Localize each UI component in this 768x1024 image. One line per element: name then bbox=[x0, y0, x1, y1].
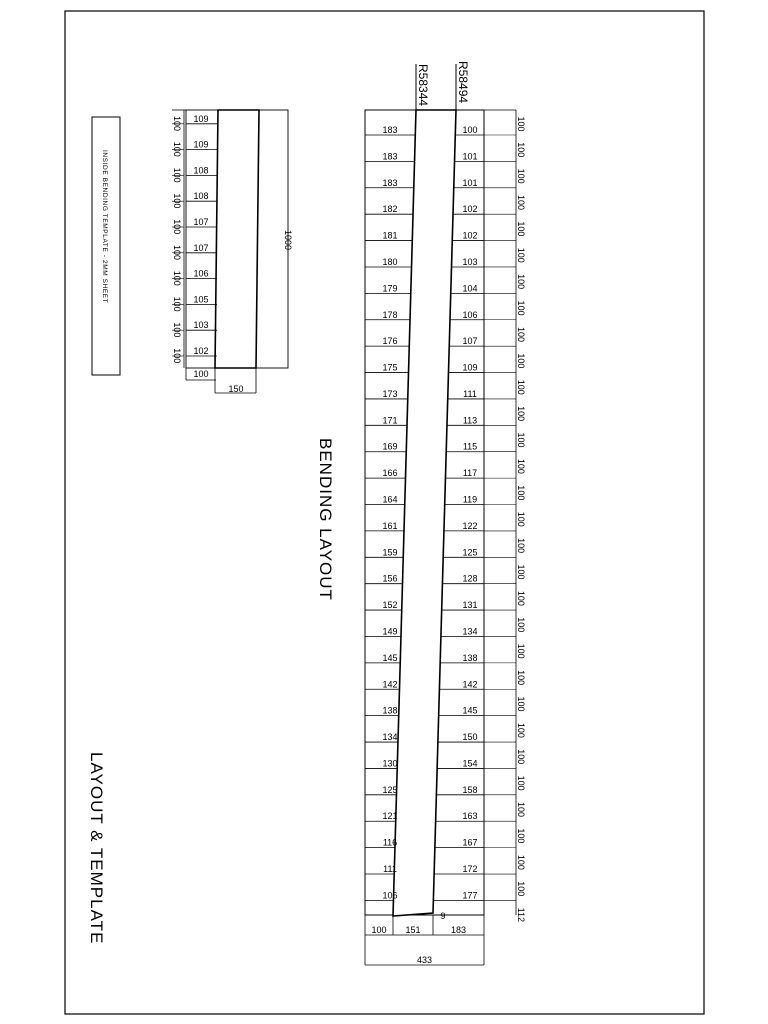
template-value: 105 bbox=[193, 294, 209, 305]
layout-spacing-value: 100 bbox=[516, 881, 526, 897]
layout-left-value: 179 bbox=[382, 283, 398, 294]
layout-left-value: 176 bbox=[382, 336, 398, 347]
layout-bottom-right: 183 bbox=[450, 925, 467, 935]
layout-spacing-value: 100 bbox=[516, 643, 526, 659]
template-label: INSIDE BENDING TEMPLATE - 2MM SHEET bbox=[101, 150, 108, 304]
template-value: 109 bbox=[193, 113, 209, 124]
layout-right-value: 111 bbox=[463, 388, 477, 399]
template-bottom-value: 100 bbox=[193, 369, 209, 379]
layout-end-mark: 9 bbox=[440, 911, 446, 921]
layout-spacing-value: 100 bbox=[516, 194, 526, 211]
layout-right-value: 119 bbox=[462, 494, 478, 505]
layout-spacing-value: 100 bbox=[516, 538, 526, 554]
layout-spacing-value: 100 bbox=[516, 379, 526, 395]
layout-left-value: 171 bbox=[382, 415, 398, 426]
layout-spacing-value: 100 bbox=[516, 326, 526, 342]
layout-spacing-value: 100 bbox=[516, 142, 526, 158]
template-spacing-value: 100 bbox=[172, 270, 182, 286]
template-spacing-value: 100 bbox=[172, 193, 182, 209]
layout-spacing-value: 100 bbox=[516, 300, 526, 316]
layout-right-value: 163 bbox=[462, 811, 478, 822]
template-value: 109 bbox=[193, 139, 209, 150]
layout-right-value: 107 bbox=[462, 336, 478, 347]
template-spacing-value: 100 bbox=[172, 167, 182, 183]
layout-left-value: 181 bbox=[382, 230, 398, 241]
layout-left-value: 159 bbox=[382, 547, 398, 558]
layout-left-value: 183 bbox=[382, 125, 398, 135]
layout-spacing-value: 100 bbox=[516, 274, 526, 290]
layout-spacing-value: 100 bbox=[516, 353, 526, 369]
layout-spacing-value: 100 bbox=[516, 854, 526, 870]
layout-spacing-value: 100 bbox=[516, 617, 526, 633]
layout-left-value: 130 bbox=[382, 758, 398, 769]
layout-left-value: 116 bbox=[382, 837, 398, 848]
layout-right-value: 101 bbox=[462, 177, 478, 188]
layout-left-value: 182 bbox=[382, 204, 398, 215]
layout-left-value: 161 bbox=[382, 520, 398, 531]
layout-right-value: 177 bbox=[462, 890, 478, 901]
layout-right-value: 150 bbox=[462, 732, 478, 743]
layout-right-value: 103 bbox=[462, 256, 478, 267]
layout-left-value: 183 bbox=[382, 151, 398, 162]
layout-left-value: 121 bbox=[382, 811, 398, 822]
layout-spacing-value: 100 bbox=[516, 590, 526, 606]
layout-spacing-value: 100 bbox=[516, 828, 526, 844]
layout-left-value: 106 bbox=[382, 890, 398, 901]
template-value: 102 bbox=[193, 346, 209, 356]
layout-bottom-left: 100 bbox=[371, 925, 387, 935]
layout-spacing-value: 100 bbox=[516, 775, 526, 791]
layout-spacing-value: 100 bbox=[516, 168, 526, 184]
layout-left-value: 183 bbox=[382, 177, 398, 188]
layout-spacing-value: 100 bbox=[516, 722, 526, 738]
layout-spacing-value: 100 bbox=[516, 749, 526, 765]
layout-right-value: 101 bbox=[462, 151, 478, 162]
layout-left-value: 164 bbox=[382, 494, 398, 505]
layout-right-value: 154 bbox=[462, 758, 478, 769]
layout-right-value: 115 bbox=[462, 441, 478, 452]
template-spacing-value: 100 bbox=[172, 219, 182, 235]
layout-spacing-value: 100 bbox=[516, 458, 526, 474]
layout-spacing-value: 100 bbox=[516, 432, 526, 448]
layout-total: 433 bbox=[416, 955, 433, 965]
layout-right-value: 122 bbox=[462, 520, 478, 531]
template-value: 107 bbox=[193, 217, 209, 227]
template-value: 108 bbox=[193, 165, 209, 176]
layout-spacing-value: 112 bbox=[516, 907, 526, 922]
layout-left-value: 111 bbox=[383, 864, 397, 875]
layout-left-value: 173 bbox=[382, 388, 398, 399]
layout-spacing-value: 100 bbox=[516, 802, 526, 818]
template-value: 106 bbox=[193, 268, 209, 279]
layout-spacing-value: 100 bbox=[516, 247, 526, 263]
template-spacing-value: 100 bbox=[172, 245, 182, 261]
template-width-label: 150 bbox=[228, 384, 244, 394]
layout-right-value: 117 bbox=[462, 468, 478, 479]
layout-spacing-value: 100 bbox=[516, 696, 526, 712]
layout-left-value: 178 bbox=[382, 309, 398, 320]
layout-right-value: 138 bbox=[462, 652, 478, 663]
template-spacing-value: 100 bbox=[172, 296, 182, 312]
layout-spacing-value: 100 bbox=[516, 116, 526, 132]
layout-left-value: 180 bbox=[382, 256, 398, 267]
layout-spacing-value: 100 bbox=[516, 564, 526, 580]
layout-bottom-middle: 151 bbox=[405, 925, 421, 935]
layout-left-value: 152 bbox=[382, 600, 398, 611]
layout-right-value: 102 bbox=[462, 204, 478, 215]
layout-left-value: 156 bbox=[382, 573, 398, 584]
layout-spacing-value: 100 bbox=[516, 485, 526, 501]
layout-right-value: 102 bbox=[462, 230, 478, 241]
layout-left-value: 166 bbox=[382, 468, 398, 479]
layout-left-value: 125 bbox=[382, 784, 398, 795]
layout-right-value: 158 bbox=[462, 784, 478, 795]
layout-right-value: 128 bbox=[462, 573, 478, 584]
layout-left-value: 175 bbox=[382, 362, 398, 373]
layout-template-title: LAYOUT & TEMPLATE bbox=[87, 752, 106, 945]
template-spacing-value: 100 bbox=[172, 116, 182, 132]
template-value: 108 bbox=[193, 191, 209, 202]
bending-layout-title: BENDING LAYOUT bbox=[316, 438, 335, 601]
layout-right-value: 167 bbox=[462, 837, 478, 848]
layout-right-value: 113 bbox=[462, 415, 478, 426]
layout-spacing-value: 100 bbox=[516, 406, 526, 422]
layout-right-value: 109 bbox=[462, 362, 478, 373]
layout-left-value: 149 bbox=[382, 626, 398, 637]
layout-left-value: 134 bbox=[382, 732, 398, 743]
template-value: 103 bbox=[193, 320, 209, 331]
layout-right-value: 134 bbox=[462, 626, 478, 637]
layout-right-value: 131 bbox=[462, 600, 478, 611]
layout-right-value: 142 bbox=[462, 679, 478, 690]
inside-bending-template bbox=[172, 110, 293, 394]
radius-outer-label: R58494 bbox=[456, 61, 470, 104]
template-length-label: 1000 bbox=[283, 230, 293, 251]
layout-left-value: 138 bbox=[382, 705, 398, 716]
layout-spacing-value: 100 bbox=[516, 221, 526, 237]
layout-right-value: 145 bbox=[462, 705, 478, 716]
layout-right-value: 106 bbox=[462, 309, 478, 320]
layout-spacing-value: 100 bbox=[516, 511, 526, 527]
layout-right-value: 104 bbox=[462, 283, 478, 294]
layout-right-value: 172 bbox=[462, 864, 478, 875]
template-spacing-value: 100 bbox=[172, 141, 182, 157]
bending-layout-drawing bbox=[365, 110, 526, 965]
layout-right-value: 125 bbox=[462, 547, 478, 558]
template-spacing-value: 100 bbox=[172, 322, 182, 338]
layout-left-value: 142 bbox=[382, 679, 398, 690]
template-strip bbox=[215, 110, 259, 368]
template-spacing-value: 100 bbox=[172, 348, 182, 364]
layout-left-value: 145 bbox=[382, 652, 398, 663]
template-value: 107 bbox=[193, 242, 209, 253]
layout-left-value: 169 bbox=[382, 441, 398, 452]
radius-inner-label: R58344 bbox=[416, 64, 430, 107]
layout-right-value: 100 bbox=[462, 125, 478, 135]
layout-spacing-value: 100 bbox=[516, 670, 526, 686]
